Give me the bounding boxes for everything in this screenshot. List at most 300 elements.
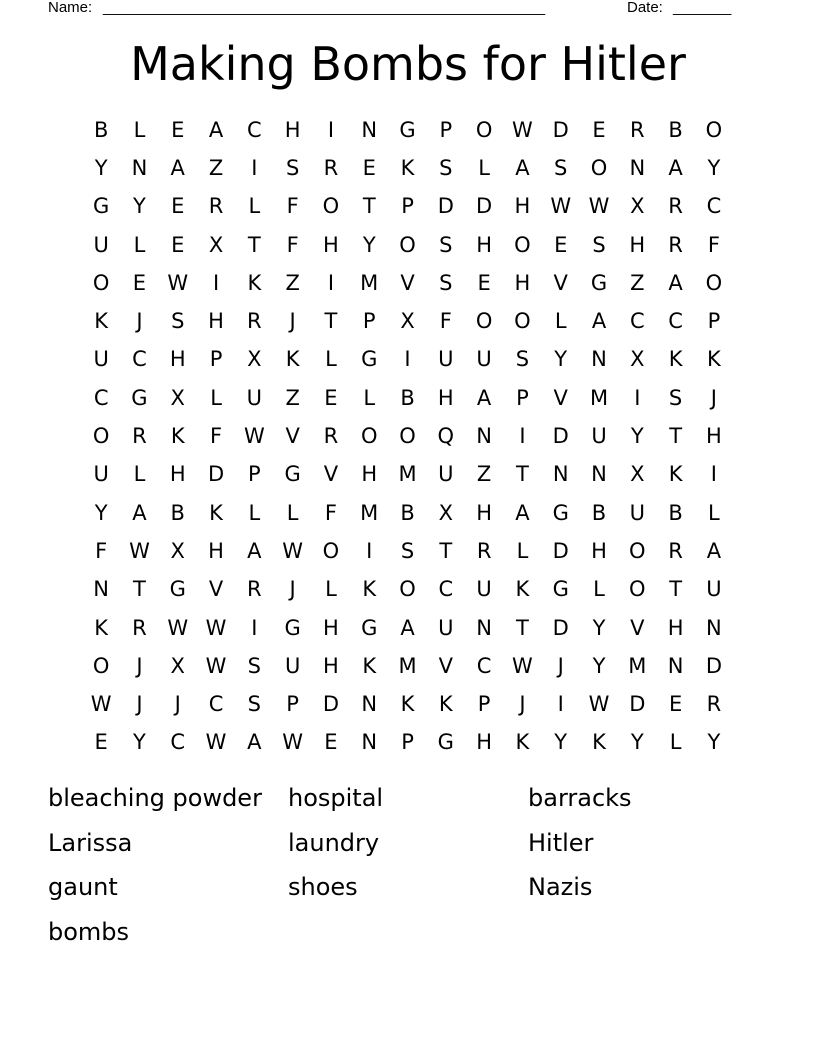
grid-letter: S — [439, 232, 453, 257]
grid-letter: Z — [285, 385, 300, 410]
grid-letter: N — [706, 615, 722, 640]
grid-letter: Z — [285, 270, 300, 295]
grid-letter: K — [209, 500, 223, 525]
grid-letter: O — [399, 232, 416, 257]
grid-letter: H — [629, 232, 646, 257]
grid-letter: I — [404, 347, 411, 372]
grid-letter: U — [438, 462, 454, 487]
grid-letter: W — [90, 692, 112, 717]
grid-letter: A — [515, 500, 530, 525]
grid-letter: O — [399, 424, 416, 449]
grid-letter: S — [592, 232, 606, 257]
grid-letter: R — [668, 538, 683, 563]
grid-letter: U — [476, 577, 492, 602]
grid-letter: B — [668, 500, 683, 525]
grid-letter: R — [132, 424, 147, 449]
grid-letter: P — [401, 194, 414, 219]
grid-letter: H — [476, 730, 493, 755]
grid-letter: K — [247, 270, 262, 295]
grid-letter: G — [437, 730, 454, 755]
grid-letter: R — [323, 424, 339, 449]
grid-letter: K — [438, 692, 453, 717]
grid-letter: M — [360, 270, 379, 295]
date-label: Date: — [627, 0, 663, 16]
grid-letter: H — [208, 538, 224, 563]
word-bank-item: shoes — [288, 873, 358, 901]
grid-letter: T — [669, 577, 683, 602]
grid-letter: E — [171, 194, 185, 219]
grid-letter: I — [557, 692, 564, 717]
word-bank-item: Hitler — [528, 828, 594, 857]
grid-letter: O — [514, 309, 531, 334]
grid-letter: A — [668, 270, 683, 295]
grid-letter: F — [707, 232, 720, 257]
grid-letter: K — [515, 577, 530, 602]
grid-letter: I — [366, 538, 373, 563]
grid-letter: V — [400, 270, 415, 295]
grid-letter: M — [398, 653, 417, 678]
grid-letter: O — [629, 538, 646, 563]
grid-letter: T — [133, 577, 146, 602]
name-blank-line: _____________________________________________________ — [103, 0, 546, 16]
grid-letter: F — [439, 309, 452, 334]
grid-letter: O — [92, 270, 110, 295]
grid-letter: D — [552, 424, 569, 449]
grid-letter: H — [169, 347, 186, 372]
grid-letter: I — [251, 155, 258, 180]
grid-letter: U — [284, 653, 301, 678]
grid-letter: W — [550, 194, 572, 219]
grid-letter: R — [208, 194, 224, 219]
grid-letter: E — [171, 232, 185, 257]
grid-letter: O — [322, 538, 340, 563]
grid-letter: G — [169, 577, 186, 602]
grid-letter: V — [208, 577, 224, 602]
grid-letter: B — [668, 117, 683, 142]
grid-letter: C — [476, 653, 492, 678]
grid-letter: K — [362, 653, 377, 678]
grid-letter: Y — [133, 194, 146, 219]
grid-letter: X — [208, 232, 224, 257]
grid-letter: H — [591, 538, 607, 563]
grid-letter: U — [93, 462, 109, 487]
grid-letter: A — [515, 155, 530, 180]
grid-letter: E — [362, 155, 376, 180]
grid-letter: P — [707, 309, 721, 334]
grid-letter: Y — [592, 615, 606, 640]
grid-letter: E — [477, 270, 491, 295]
grid-letter: A — [591, 309, 607, 334]
grid-letter: P — [248, 462, 261, 487]
grid-letter: C — [208, 692, 224, 717]
grid-letter: Y — [554, 347, 568, 372]
grid-letter: L — [133, 232, 146, 257]
grid-letter: H — [361, 462, 378, 487]
word-bank-item: barracks — [528, 784, 632, 812]
grid-letter: H — [437, 385, 454, 410]
grid-letter: S — [439, 270, 453, 295]
grid-letter: E — [171, 117, 185, 142]
grid-letter: S — [439, 155, 453, 180]
grid-letter: U — [476, 347, 492, 372]
grid-letter: E — [94, 730, 108, 755]
grid-letter: F — [209, 424, 223, 449]
grid-letter: G — [552, 500, 569, 525]
grid-letter: F — [286, 232, 299, 257]
word-bank-item: Nazis — [528, 873, 593, 901]
grid-letter: H — [514, 194, 531, 219]
grid-letter: Y — [94, 155, 108, 180]
grid-letter: I — [634, 385, 641, 410]
grid-letter: X — [247, 347, 262, 372]
grid-letter: E — [132, 270, 147, 295]
grid-letter: B — [93, 117, 109, 142]
grid-letter: G — [361, 615, 378, 640]
grid-letter: J — [710, 385, 717, 410]
grid-letter: C — [170, 730, 186, 755]
grid-letter: N — [591, 462, 607, 487]
grid-letter: Z — [476, 462, 492, 487]
grid-letter: H — [323, 653, 339, 678]
grid-letter: T — [516, 462, 529, 487]
grid-letter: K — [285, 347, 300, 372]
grid-letter: T — [669, 424, 683, 449]
grid-letter: T — [324, 309, 338, 334]
grid-letter: H — [169, 462, 186, 487]
grid-letter: F — [286, 194, 299, 219]
grid-letter: N — [476, 424, 492, 449]
grid-letter: N — [93, 577, 109, 602]
grid-letter: I — [710, 462, 717, 487]
grid-letter: R — [630, 117, 645, 142]
grid-letter: W — [588, 194, 610, 219]
grid-letter: H — [514, 270, 531, 295]
grid-letter: A — [132, 500, 147, 525]
grid-letter: C — [706, 194, 722, 219]
grid-letter: N — [361, 692, 378, 717]
grid-letter: Z — [208, 155, 224, 180]
grid-letter: P — [362, 309, 376, 334]
grid-letter: B — [170, 500, 185, 525]
grid-letter: A — [668, 155, 683, 180]
grid-letter: U — [246, 385, 263, 410]
grid-letter: U — [438, 615, 454, 640]
grid-letter: X — [630, 194, 645, 219]
grid-letter: R — [247, 309, 262, 334]
grid-letter: W — [512, 653, 533, 678]
grid-letter: N — [667, 653, 684, 678]
grid-letter: Y — [707, 155, 721, 180]
grid-letter: W — [129, 538, 150, 563]
grid-letter: D — [629, 692, 646, 717]
grid-letter: V — [438, 653, 453, 678]
grid-letter: O — [514, 232, 531, 257]
grid-letter: J — [136, 692, 143, 717]
grid-letter: X — [630, 462, 645, 487]
grid-letter: O — [360, 424, 378, 449]
grid-letter: X — [630, 347, 645, 372]
grid-letter: L — [325, 347, 337, 372]
grid-letter: R — [323, 155, 339, 180]
grid-letter: B — [400, 500, 415, 525]
grid-letter: M — [628, 653, 647, 678]
grid-letter: P — [439, 117, 453, 142]
grid-letter: Y — [630, 730, 644, 755]
grid-letter: L — [325, 577, 337, 602]
grid-letter: G — [590, 270, 608, 295]
grid-letter: W — [205, 730, 227, 755]
grid-letter: E — [668, 692, 683, 717]
grid-letter: B — [400, 385, 415, 410]
grid-letter: C — [247, 117, 262, 142]
grid-letter: U — [591, 424, 607, 449]
grid-letter: K — [400, 692, 415, 717]
grid-letter: R — [706, 692, 722, 717]
grid-letter: K — [94, 309, 109, 334]
grid-letter: S — [247, 653, 261, 678]
grid-letter: A — [400, 615, 415, 640]
grid-letter: G — [93, 194, 110, 219]
grid-letter: S — [171, 309, 185, 334]
grid-letter: J — [136, 653, 143, 678]
grid-letter: C — [93, 385, 109, 410]
grid-letter: H — [476, 500, 493, 525]
grid-letter: I — [519, 424, 526, 449]
grid-letter: T — [439, 538, 453, 563]
grid-letter: K — [668, 347, 683, 372]
word-bank-item: bleaching powder — [48, 784, 262, 812]
name-label: Name: — [48, 0, 93, 16]
grid-letter: P — [516, 385, 529, 410]
grid-letter: W — [243, 424, 265, 449]
grid-letter: L — [133, 462, 146, 487]
grid-letter: M — [360, 500, 379, 525]
grid-letter: Y — [133, 730, 146, 755]
grid-letter: Y — [630, 424, 644, 449]
grid-letter: S — [515, 347, 530, 372]
grid-letter: K — [362, 577, 377, 602]
grid-letter: S — [668, 385, 683, 410]
grid-letter: U — [93, 347, 109, 372]
grid-letter: P — [477, 692, 491, 717]
word-bank-item: gaunt — [48, 873, 118, 901]
grid-letter: E — [324, 730, 338, 755]
grid-letter: J — [174, 692, 181, 717]
grid-letter: E — [324, 385, 338, 410]
grid-letter: S — [554, 155, 568, 180]
grid-letter: L — [669, 730, 682, 755]
grid-letter: R — [476, 538, 492, 563]
grid-letter: D — [552, 117, 569, 142]
grid-letter: D — [437, 194, 454, 219]
grid-letter: I — [251, 615, 258, 640]
grid-letter: O — [705, 270, 723, 295]
grid-letter: P — [401, 730, 414, 755]
grid-letter: P — [209, 347, 223, 372]
grid-letter: R — [247, 577, 262, 602]
grid-letter: W — [512, 117, 533, 142]
grid-letter: N — [591, 347, 607, 372]
grid-letter: I — [327, 117, 335, 142]
grid-letter: K — [668, 462, 683, 487]
grid-letter: V — [630, 615, 645, 640]
grid-letter: N — [131, 155, 148, 180]
grid-letter: I — [327, 270, 335, 295]
grid-letter: O — [629, 577, 646, 602]
grid-letter: R — [668, 194, 683, 219]
grid-letter: C — [438, 577, 454, 602]
grid-letter: D — [705, 653, 722, 678]
grid-letter: V — [553, 385, 568, 410]
grid-letter: A — [247, 538, 262, 563]
grid-letter: Y — [707, 730, 721, 755]
grid-letter: C — [629, 309, 645, 334]
word-bank-item: Larissa — [48, 828, 133, 857]
grid-letter: H — [706, 424, 722, 449]
grid-letter: D — [322, 692, 340, 717]
grid-letter: D — [207, 462, 225, 487]
grid-letter: L — [286, 500, 299, 525]
grid-letter: C — [132, 347, 147, 372]
grid-letter: U — [706, 577, 722, 602]
grid-letter: K — [515, 730, 530, 755]
grid-letter: Y — [362, 232, 376, 257]
grid-letter: L — [478, 155, 490, 180]
grid-letter: X — [170, 385, 185, 410]
grid-letter: X — [170, 653, 185, 678]
grid-letter: R — [668, 232, 683, 257]
grid-letter: V — [553, 270, 568, 295]
grid-letter: T — [247, 232, 261, 257]
grid-letter: W — [205, 653, 227, 678]
grid-letter: Q — [437, 424, 455, 449]
grid-letter: O — [399, 577, 416, 602]
grid-letter: D — [476, 194, 493, 219]
grid-letter: G — [361, 347, 378, 372]
grid-letter: W — [167, 615, 189, 640]
page-title: Making Bombs for Hitler — [130, 37, 686, 91]
grid-letter: T — [516, 615, 529, 640]
grid-letter: O — [475, 309, 493, 334]
grid-letter: T — [362, 194, 376, 219]
grid-letter: W — [282, 730, 304, 755]
grid-letter: U — [629, 500, 645, 525]
word-bank-item: bombs — [48, 917, 130, 946]
grid-letter: C — [668, 309, 683, 334]
word-bank-item: hospital — [288, 784, 384, 812]
grid-letter: L — [516, 538, 529, 563]
grid-letter: W — [282, 538, 304, 563]
grid-letter: B — [591, 500, 607, 525]
grid-letter: J — [557, 653, 564, 678]
grid-letter: H — [208, 309, 224, 334]
grid-letter: N — [476, 615, 492, 640]
grid-letter: A — [247, 730, 262, 755]
grid-letter: O — [705, 117, 723, 142]
grid-letter: J — [289, 309, 296, 334]
grid-letter: L — [248, 194, 261, 219]
grid-letter: U — [93, 232, 109, 257]
grid-letter: N — [361, 117, 378, 142]
grid-letter: H — [323, 615, 339, 640]
grid-letter: V — [285, 424, 300, 449]
word-bank — [48, 776, 768, 954]
grid-letter: H — [323, 232, 339, 257]
grid-letter: Y — [592, 653, 606, 678]
grid-letter: Y — [554, 730, 568, 755]
grid-letter: Y — [94, 500, 108, 525]
grid-letter: G — [284, 462, 301, 487]
grid-letter: O — [475, 117, 493, 142]
grid-letter: O — [590, 155, 608, 180]
grid-letter: W — [205, 615, 227, 640]
grid-letter: H — [476, 232, 493, 257]
grid-letter: L — [554, 309, 567, 334]
grid-letter: L — [210, 385, 222, 410]
grid-letter: E — [592, 117, 606, 142]
grid-letter: H — [667, 615, 684, 640]
grid-letter: A — [208, 117, 224, 142]
grid-letter: A — [170, 155, 185, 180]
grid-letter: K — [707, 347, 721, 372]
grid-letter: G — [131, 385, 148, 410]
header-line — [48, 0, 748, 20]
grid-letter: K — [400, 155, 415, 180]
grid-letter: D — [552, 538, 569, 563]
grid-letter: U — [438, 347, 454, 372]
date-blank-line: _______ — [673, 0, 732, 16]
grid-letter: N — [361, 730, 378, 755]
grid-letter: P — [286, 692, 299, 717]
grid-letter: G — [399, 117, 416, 142]
grid-letter: E — [554, 232, 568, 257]
grid-letter: W — [588, 692, 610, 717]
grid-letter: X — [438, 500, 454, 525]
grid-letter: F — [324, 500, 337, 525]
grid-letter: I — [212, 270, 220, 295]
grid-letter: A — [706, 538, 722, 563]
grid-letter: N — [629, 155, 646, 180]
grid-letter: N — [552, 462, 569, 487]
grid-letter: S — [400, 538, 415, 563]
grid-letter: M — [589, 385, 609, 410]
grid-letter: K — [94, 615, 109, 640]
grid-letter: K — [592, 730, 606, 755]
grid-letter: R — [132, 615, 147, 640]
word-search-grid — [82, 111, 733, 762]
grid-letter: S — [285, 155, 300, 180]
grid-letter: G — [284, 615, 301, 640]
grid-letter: J — [136, 309, 143, 334]
grid-letter: W — [167, 270, 189, 295]
grid-letter: X — [400, 309, 415, 334]
grid-letter: O — [322, 194, 340, 219]
grid-letter: G — [552, 577, 569, 602]
grid-letter: L — [133, 117, 146, 142]
grid-letter: K — [170, 424, 185, 449]
word-bank-item: laundry — [288, 828, 380, 857]
grid-letter: J — [289, 577, 296, 602]
grid-letter: H — [284, 117, 301, 142]
grid-letter: L — [363, 385, 376, 410]
grid-letter: O — [92, 653, 110, 678]
grid-letter: O — [92, 424, 110, 449]
grid-letter: X — [170, 538, 185, 563]
grid-letter: S — [247, 692, 261, 717]
grid-letter: J — [519, 692, 526, 717]
grid-letter: L — [708, 500, 720, 525]
grid-letter: V — [323, 462, 339, 487]
